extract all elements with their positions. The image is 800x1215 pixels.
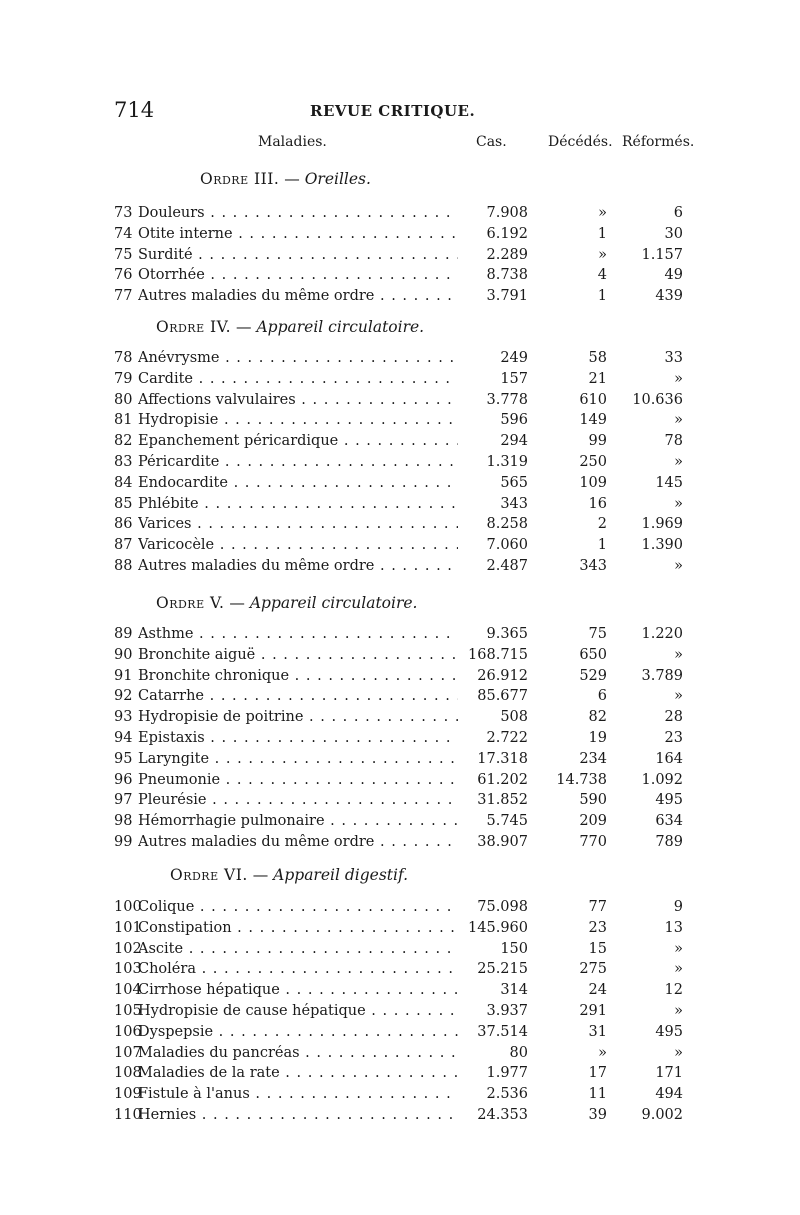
cases-value: 6.192 <box>486 225 528 242</box>
deaths-value: 209 <box>579 813 607 830</box>
discharged-value: 789 <box>655 834 683 850</box>
row-number: 109 <box>114 1086 142 1103</box>
deaths-value: 39 <box>588 1107 607 1123</box>
cases-value: 1.977 <box>486 1065 528 1082</box>
row-number: 100 <box>114 899 142 915</box>
deaths-value: 1 <box>597 288 607 305</box>
deaths-value: 291 <box>579 1003 607 1019</box>
discharged-value: » <box>674 961 683 978</box>
discharged-value: » <box>674 940 683 957</box>
disease-name: Autres maladies du même ordre . . . <box>138 288 458 304</box>
disease-name: Bronchite aiguë . . . <box>138 647 458 663</box>
row-number: 82 <box>114 433 133 450</box>
discharged-value: » <box>674 495 683 512</box>
deaths-value: 15 <box>588 940 607 957</box>
cases-value: 25.215 <box>477 961 528 978</box>
deaths-value: 770 <box>579 834 607 850</box>
row-number: 107 <box>114 1044 142 1061</box>
cases-value: 7.908 <box>486 205 528 221</box>
table-row <box>0 1045 800 1066</box>
disease-name: Hydropisie de cause hépatique . . . <box>138 1003 458 1019</box>
cases-value: 2.536 <box>486 1086 528 1103</box>
row-number: 94 <box>114 730 133 746</box>
table-row <box>0 392 800 413</box>
table-row <box>0 813 800 834</box>
cases-value: 37.514 <box>477 1023 528 1040</box>
row-number: 93 <box>114 709 133 726</box>
row-number: 73 <box>114 205 133 221</box>
discharged-value: » <box>674 1044 683 1061</box>
column-header-decedes: Décédés. <box>548 134 613 150</box>
cases-value: 9.365 <box>486 626 528 642</box>
deaths-value: 77 <box>588 899 607 915</box>
cases-value: 2.289 <box>486 246 528 263</box>
disease-name: Varices . . . <box>138 516 458 532</box>
disease-name: Hydropisie . . . <box>138 412 458 428</box>
discharged-value: 49 <box>664 267 683 284</box>
cases-value: 508 <box>500 709 528 726</box>
row-number: 81 <box>114 412 133 429</box>
discharged-value: 1.969 <box>641 516 683 533</box>
disease-name: Varicocèle . . . <box>138 537 458 553</box>
table-row <box>0 709 800 730</box>
disease-name: Epanchement péricardique . . . <box>138 433 458 449</box>
section-title <box>156 318 424 336</box>
table-row <box>0 751 800 772</box>
cases-value: 150 <box>500 940 528 957</box>
table-row <box>0 982 800 1003</box>
deaths-value: 1 <box>597 537 607 554</box>
section-dash: — <box>231 318 257 336</box>
section-dash: — <box>279 170 305 188</box>
deaths-value: » <box>598 246 607 263</box>
cases-value: 2.722 <box>486 730 528 746</box>
deaths-value: 99 <box>588 433 607 450</box>
disease-name: Surdité . . . <box>138 247 458 263</box>
row-number: 85 <box>114 495 133 512</box>
row-number: 76 <box>114 267 133 284</box>
deaths-value: 250 <box>579 454 607 470</box>
row-number: 104 <box>114 982 142 999</box>
deaths-value: 24 <box>588 982 607 999</box>
deaths-value: 14.738 <box>556 771 607 788</box>
row-number: 74 <box>114 225 133 242</box>
disease-name: Asthme . . . <box>138 626 458 642</box>
cases-value: 85.677 <box>477 688 528 705</box>
table-row <box>0 288 800 309</box>
discharged-value: » <box>674 454 683 470</box>
row-number: 96 <box>114 771 133 788</box>
discharged-value: 23 <box>664 730 683 746</box>
cases-value: 80 <box>509 1044 528 1061</box>
page-number: 714 <box>114 98 155 122</box>
deaths-value: 75 <box>588 626 607 642</box>
cases-value: 145.960 <box>468 919 528 936</box>
disease-name: Endocardite . . . <box>138 475 458 491</box>
disease-name: Dyspepsie . . . <box>138 1024 458 1040</box>
disease-name: Epistaxis . . . <box>138 730 458 746</box>
disease-name: Pneumonie . . . <box>138 772 458 788</box>
disease-name: Autres maladies du même ordre . . . <box>138 558 458 574</box>
table-row <box>0 496 800 517</box>
discharged-value: 495 <box>655 792 683 809</box>
section-title <box>200 170 371 188</box>
section-name: Oreilles. <box>304 170 371 188</box>
discharged-value: 494 <box>655 1086 683 1103</box>
column-header-maladies: Maladies. <box>258 134 327 150</box>
cases-value: 168.715 <box>468 646 528 663</box>
table-row <box>0 516 800 537</box>
deaths-value: 109 <box>579 474 607 491</box>
table-row <box>0 834 800 855</box>
table-row <box>0 350 800 371</box>
disease-name: Péricardite . . . <box>138 454 458 470</box>
cases-value: 8.258 <box>486 516 528 533</box>
section-ordre: Ordre V. <box>156 594 225 612</box>
deaths-value: 234 <box>579 750 607 767</box>
disease-name: Catarrhe . . . <box>138 688 458 704</box>
cases-value: 249 <box>500 350 528 366</box>
discharged-value: 1.092 <box>641 771 683 788</box>
row-number: 83 <box>114 454 133 470</box>
discharged-value: 1.390 <box>641 537 683 554</box>
deaths-value: 19 <box>588 730 607 746</box>
disease-name: Bronchite chronique . . . <box>138 668 458 684</box>
cases-value: 17.318 <box>477 750 528 767</box>
cases-value: 7.060 <box>486 537 528 554</box>
table-row <box>0 1003 800 1024</box>
section-dash: — <box>247 866 274 884</box>
disease-name: Cardite . . . <box>138 371 458 387</box>
discharged-value: 78 <box>664 433 683 450</box>
deaths-value: 1 <box>597 225 607 242</box>
row-number: 87 <box>114 537 133 554</box>
deaths-value: 149 <box>579 412 607 429</box>
row-number: 102 <box>114 940 142 957</box>
table-row <box>0 920 800 941</box>
disease-name: Anévrysme . . . <box>138 350 458 366</box>
table-row <box>0 1107 800 1128</box>
row-number: 77 <box>114 288 133 305</box>
section-title <box>170 866 408 884</box>
disease-name: Hydropisie de poitrine . . . <box>138 709 458 725</box>
deaths-value: 275 <box>579 961 607 978</box>
deaths-value: 21 <box>588 370 607 387</box>
discharged-value: 12 <box>664 982 683 999</box>
discharged-value: 164 <box>655 750 683 767</box>
row-number: 90 <box>114 646 133 663</box>
disease-name: Maladies de la rate . . . <box>138 1065 458 1081</box>
deaths-value: » <box>598 205 607 221</box>
disease-name: Otite interne . . . <box>138 226 458 242</box>
discharged-value: 33 <box>664 350 683 366</box>
deaths-value: 2 <box>597 516 607 533</box>
table-row <box>0 558 800 579</box>
deaths-value: 4 <box>597 267 607 284</box>
discharged-value: 10.636 <box>632 391 683 408</box>
disease-name: Constipation . . . <box>138 920 458 936</box>
table-row <box>0 772 800 793</box>
cases-value: 1.319 <box>486 454 528 470</box>
table-row <box>0 433 800 454</box>
discharged-value: 1.220 <box>641 626 683 642</box>
cases-value: 8.738 <box>486 267 528 284</box>
row-number: 105 <box>114 1003 142 1019</box>
deaths-value: 610 <box>579 391 607 408</box>
row-number: 91 <box>114 667 133 684</box>
cases-value: 75.098 <box>477 899 528 915</box>
cases-value: 3.778 <box>486 391 528 408</box>
deaths-value: 17 <box>588 1065 607 1082</box>
section-name: Appareil circulatoire. <box>249 594 418 612</box>
disease-name: Cirrhose hépatique . . . <box>138 982 458 998</box>
table-row <box>0 961 800 982</box>
row-number: 86 <box>114 516 133 533</box>
row-number: 103 <box>114 961 142 978</box>
discharged-value: 634 <box>655 813 683 830</box>
table-row <box>0 1086 800 1107</box>
table-row <box>0 226 800 247</box>
row-number: 98 <box>114 813 133 830</box>
deaths-value: 23 <box>588 919 607 936</box>
disease-name: Douleurs . . . <box>138 205 458 221</box>
cases-value: 157 <box>500 370 528 387</box>
table-row <box>0 371 800 392</box>
table-row <box>0 537 800 558</box>
cases-value: 5.745 <box>486 813 528 830</box>
discharged-value: » <box>674 688 683 705</box>
table-row <box>0 247 800 268</box>
deaths-value: 11 <box>588 1086 607 1103</box>
page-header <box>0 98 800 124</box>
running-title: REVUE CRITIQUE. <box>310 102 476 120</box>
table-row <box>0 941 800 962</box>
table-row <box>0 475 800 496</box>
disease-name: Choléra . . . <box>138 961 458 977</box>
cases-value: 3.791 <box>486 288 528 305</box>
column-header-cas: Cas. <box>476 134 507 150</box>
table-row <box>0 668 800 689</box>
disease-name: Maladies du pancréas . . . <box>138 1045 458 1061</box>
section-ordre: Ordre VI. <box>170 866 248 884</box>
discharged-value: 6 <box>673 205 683 221</box>
deaths-value: 6 <box>597 688 607 705</box>
row-number: 108 <box>114 1065 142 1082</box>
section-title <box>156 594 417 612</box>
discharged-value: » <box>674 370 683 387</box>
row-number: 95 <box>114 750 133 767</box>
discharged-value: » <box>674 558 683 574</box>
deaths-value: 31 <box>588 1023 607 1040</box>
table-row <box>0 688 800 709</box>
row-number: 101 <box>114 919 142 936</box>
table-row <box>0 647 800 668</box>
discharged-value: 13 <box>664 919 683 936</box>
table-row <box>0 205 800 226</box>
row-number: 88 <box>114 558 133 574</box>
deaths-value: 16 <box>588 495 607 512</box>
disease-name: Hémorrhagie pulmonaire . . . <box>138 813 458 829</box>
row-number: 99 <box>114 834 133 850</box>
cases-value: 294 <box>500 433 528 450</box>
discharged-value: 1.157 <box>641 246 683 263</box>
cases-value: 61.202 <box>477 771 528 788</box>
table-row <box>0 454 800 475</box>
disease-name: Fistule à l'anus . . . <box>138 1086 458 1102</box>
row-number: 110 <box>114 1107 142 1123</box>
row-number: 78 <box>114 350 133 366</box>
cases-value: 596 <box>500 412 528 429</box>
discharged-value: 439 <box>655 288 683 305</box>
discharged-value: 9.002 <box>641 1107 683 1123</box>
deaths-value: 529 <box>579 667 607 684</box>
table-row <box>0 267 800 288</box>
deaths-value: 590 <box>579 792 607 809</box>
discharged-value: » <box>674 412 683 429</box>
cases-value: 343 <box>500 495 528 512</box>
row-number: 89 <box>114 626 133 642</box>
discharged-value: » <box>674 1003 683 1019</box>
disease-name: Hernies . . . <box>138 1107 458 1123</box>
disease-name: Autres maladies du même ordre . . . <box>138 834 458 850</box>
cases-value: 314 <box>500 982 528 999</box>
table-row <box>0 730 800 751</box>
disease-name: Otorrhée . . . <box>138 267 458 283</box>
discharged-value: 495 <box>655 1023 683 1040</box>
discharged-value: 28 <box>664 709 683 726</box>
disease-name: Ascite . . . <box>138 941 458 957</box>
cases-value: 2.487 <box>486 558 528 574</box>
deaths-value: » <box>598 1044 607 1061</box>
table-row <box>0 412 800 433</box>
section-ordre: Ordre IV. <box>156 318 232 336</box>
section-dash: — <box>224 594 250 612</box>
section-name: Appareil digestif. <box>273 866 409 884</box>
row-number: 92 <box>114 688 133 705</box>
row-number: 106 <box>114 1023 142 1040</box>
row-number: 79 <box>114 370 133 387</box>
deaths-value: 82 <box>588 709 607 726</box>
deaths-value: 650 <box>579 646 607 663</box>
disease-name: Laryngite . . . <box>138 751 458 767</box>
deaths-value: 343 <box>579 558 607 574</box>
cases-value: 24.353 <box>477 1107 528 1123</box>
discharged-value: 171 <box>655 1065 683 1082</box>
cases-value: 3.937 <box>486 1003 528 1019</box>
table-row <box>0 1065 800 1086</box>
cases-value: 31.852 <box>477 792 528 809</box>
row-number: 80 <box>114 391 133 408</box>
discharged-value: » <box>674 646 683 663</box>
disease-name: Phlébite . . . <box>138 496 458 512</box>
discharged-value: 3.789 <box>641 667 683 684</box>
disease-name: Affections valvulaires . . . <box>138 392 458 408</box>
cases-value: 38.907 <box>477 834 528 850</box>
table-row <box>0 1024 800 1045</box>
row-number: 75 <box>114 246 133 263</box>
discharged-value: 9 <box>673 899 683 915</box>
table-row <box>0 626 800 647</box>
discharged-value: 145 <box>655 474 683 491</box>
row-number: 84 <box>114 474 133 491</box>
section-ordre: Ordre III. <box>200 170 280 188</box>
discharged-value: 30 <box>664 225 683 242</box>
table-row <box>0 792 800 813</box>
cases-value: 26.912 <box>477 667 528 684</box>
disease-name: Colique . . . <box>138 899 458 915</box>
row-number: 97 <box>114 792 133 809</box>
section-name: Appareil circulatoire. <box>256 318 425 336</box>
column-headers <box>0 134 800 154</box>
deaths-value: 58 <box>588 350 607 366</box>
table-row <box>0 899 800 920</box>
column-header-reformes: Réformés. <box>622 134 695 150</box>
cases-value: 565 <box>500 474 528 491</box>
disease-name: Pleurésie . . . <box>138 792 458 808</box>
